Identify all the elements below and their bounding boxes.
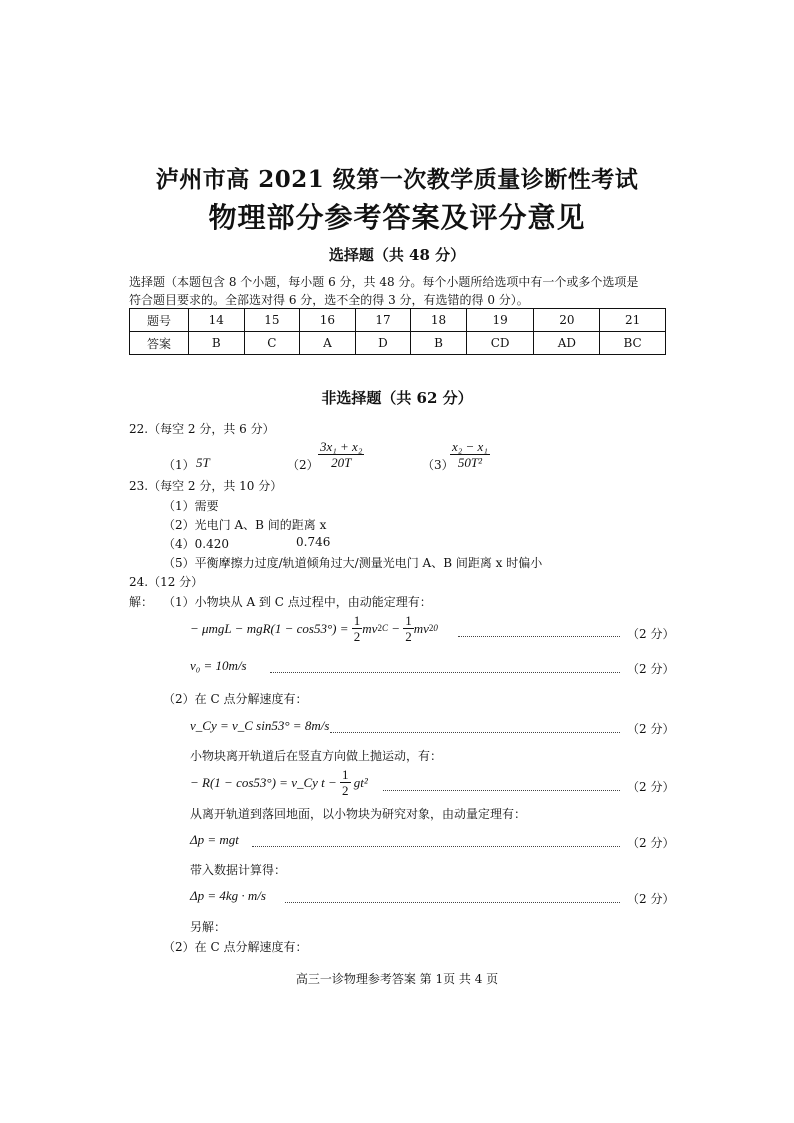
- row-label-answer: 答案: [130, 332, 189, 355]
- q24-alt-label: 另解：: [190, 920, 227, 934]
- choice-intro-line1: 选择题（本题包含 8 个小题，每小题 6 分，共 48 分。每个小题所给选项中有一个或多个选项是: [129, 275, 639, 289]
- q22-a3-fraction: [450, 439, 490, 470]
- eq1-half2-num: 1: [405, 613, 412, 628]
- q24-eq6: Δp = 4kg · m/s: [190, 888, 266, 903]
- table-cell: 15: [244, 309, 300, 332]
- table-cell: B: [189, 332, 245, 355]
- leader-dots: [285, 902, 620, 903]
- q24-heading: 24.（12 分）: [129, 575, 204, 589]
- table-cell: 20: [534, 309, 600, 332]
- table-cell: B: [411, 332, 467, 355]
- q24-eq1: − μmgL − mgR(1 − cos53°) = $\frac{1}{2}$ mv2C − $\frac{1}{2}$ mv20: [190, 613, 438, 644]
- answer-table: [129, 308, 666, 355]
- table-cell: BC: [600, 332, 666, 355]
- table-row-answers: [130, 332, 666, 355]
- eq1-term1-sub: C: [381, 623, 388, 633]
- q22-a2-label: （2）: [287, 458, 319, 472]
- q24-part1-intro: （1）小物块从 A 到 C 点过程中，由动能定理有：: [163, 595, 432, 609]
- eq1-term1: mv: [362, 621, 378, 636]
- page-footer: 高三一诊物理参考答案 第 1页 共 4 页: [295, 972, 499, 986]
- q23-a4: （4）0.420: [163, 537, 229, 551]
- q23-heading: 23.（每空 2 分，共 10 分）: [129, 479, 283, 493]
- q24-eq3: v_Cy = v_C sin53° = 8m/s: [190, 718, 330, 733]
- q22-a3-numerator: x₂ − x₁: [452, 439, 488, 454]
- eq1-half1-den: 2: [353, 629, 361, 644]
- q22-heading: 22.（每空 2 分，共 6 分）: [129, 422, 275, 436]
- q22-a2-denominator: 20T: [331, 455, 352, 470]
- row-label-number: 题号: [130, 309, 189, 332]
- eq1-minus: −: [391, 621, 400, 636]
- answer-key-title: 物理部分参考答案及评分意见: [208, 201, 586, 234]
- eq2-score: （2 分）: [627, 662, 675, 676]
- q22-a2-numerator: 3x₁ + x₂: [320, 439, 363, 454]
- table-cell: C: [244, 332, 300, 355]
- choice-section-heading: 选择题（共 48 分）: [328, 246, 466, 264]
- eq1-score: （2 分）: [627, 627, 675, 641]
- leader-dots: [252, 846, 620, 847]
- q23-a1: （1）需要: [163, 499, 219, 513]
- q23-a5: （5）平衡摩擦力过度/轨道倾角过大/测量光电门 A、B 间距离 x 时偏小: [163, 556, 543, 570]
- table-cell: 21: [600, 309, 666, 332]
- eq1-half1-num: 1: [353, 613, 361, 628]
- exam-title: 泸州市高 2021 级第一次教学质量诊断性考试: [155, 166, 639, 193]
- q24-eq2: v₀ = 10m/s: [190, 658, 247, 673]
- leader-dots: [270, 672, 620, 673]
- eq6-score: （2 分）: [627, 892, 675, 906]
- q24-substitute-text: 带入数据计算得：: [190, 863, 287, 877]
- leader-dots: [458, 636, 620, 637]
- table-cell: D: [355, 332, 411, 355]
- table-row-numbers: [130, 309, 666, 332]
- q24-solve-label: 解：: [129, 595, 154, 609]
- table-cell: 14: [189, 309, 245, 332]
- eq1-term2: mv: [413, 621, 429, 636]
- eq4-right: gt²: [353, 775, 368, 790]
- q24-momentum-text: 从离开轨道到落回地面，以小物块为研究对象，由动量定理有：: [190, 807, 527, 821]
- eq4-den: 2: [342, 783, 349, 798]
- eq4-left: − R(1 − cos53°) = v_Cy t −: [190, 775, 337, 790]
- table-cell: 18: [411, 309, 467, 332]
- choice-intro-line2: 符合题目要求的。全部选对得 6 分，选不全的得 3 分，有选错的得 0 分）。: [129, 293, 529, 307]
- table-cell: A: [300, 332, 356, 355]
- eq4-score: （2 分）: [627, 780, 675, 794]
- q22-a3-denominator: 50T²: [457, 455, 482, 470]
- q23-a2: （2）光电门 A、B 间的距离 x: [163, 518, 327, 532]
- q24-part2-intro: （2）在 C 点分解速度有：: [163, 692, 308, 706]
- q22-a3-label: （3）: [422, 458, 454, 472]
- eq1-term2-sub: 0: [433, 623, 438, 633]
- q24-eq5: Δp = mgt: [190, 832, 239, 847]
- q22-a1-label: （1）: [163, 458, 195, 472]
- leader-dots: [383, 790, 620, 791]
- nonchoice-section-heading: 非选择题（共 62 分）: [321, 389, 473, 407]
- q23-a4-second: 0.746: [296, 535, 331, 549]
- q22-a2-fraction: [318, 439, 364, 470]
- q24-eq4: [190, 767, 368, 798]
- eq4-num: 1: [342, 767, 349, 782]
- leader-dots: [330, 732, 620, 733]
- eq1-half2-den: 2: [405, 629, 412, 644]
- table-cell: 19: [466, 309, 534, 332]
- eq3-score: （2 分）: [627, 722, 675, 736]
- table-cell: 17: [355, 309, 411, 332]
- table-cell: AD: [534, 332, 600, 355]
- eq1-left: − μmgL − mgR(1 − cos53°) =: [190, 621, 349, 636]
- q24-alt-part2: （2）在 C 点分解速度有：: [163, 940, 308, 954]
- q22-a1-value: 5T: [196, 455, 210, 470]
- table-cell: 16: [300, 309, 356, 332]
- q24-throw-text: 小物块离开轨道后在竖直方向做上抛运动，有：: [190, 749, 443, 763]
- eq5-score: （2 分）: [627, 836, 675, 850]
- table-cell: CD: [466, 332, 534, 355]
